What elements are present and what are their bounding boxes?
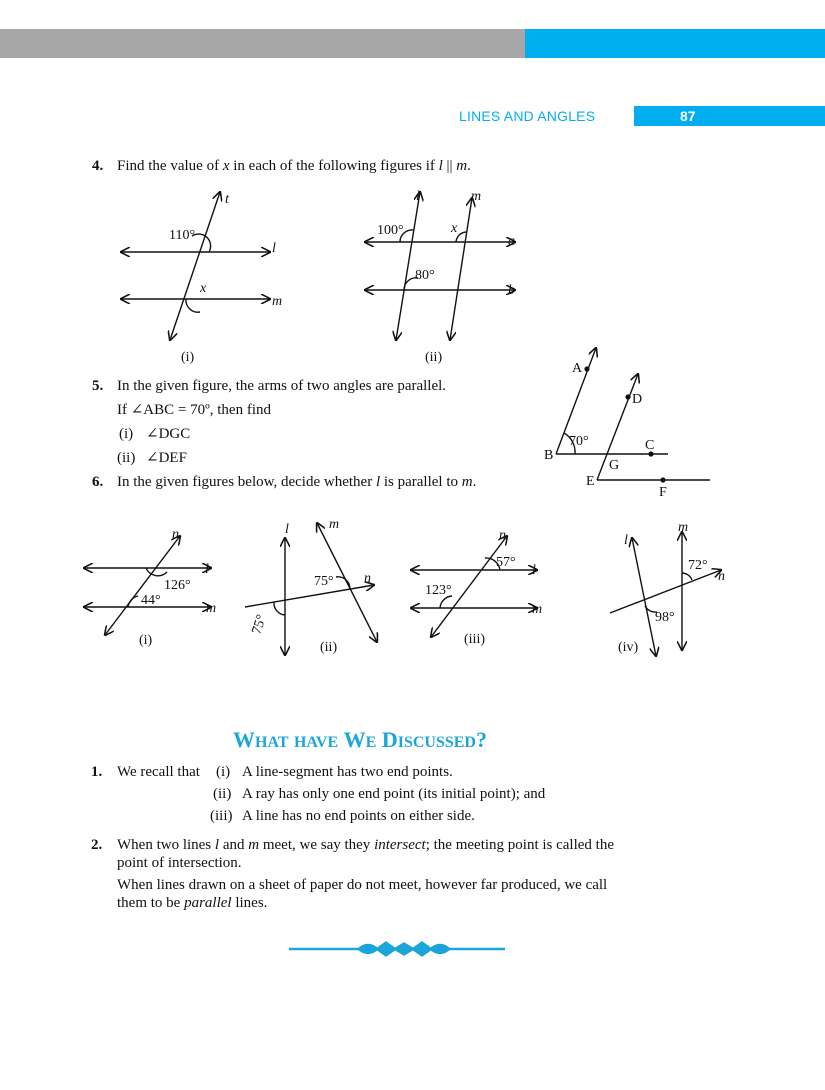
heading-w: W [233, 727, 255, 752]
q4-fig2-angle2: 80° [415, 268, 435, 283]
summary-2-p2-text-b: lines. [231, 895, 268, 911]
q4-fig1-angle: 110° [169, 228, 196, 243]
q5-label-G: G [609, 458, 620, 473]
summary-2-var-m: m [248, 837, 260, 853]
heading-d: D [381, 727, 398, 752]
chapter-title: LINES AND ANGLES [459, 108, 596, 124]
q5-label-D: D [632, 392, 643, 407]
q6-fig3-l: l [532, 563, 536, 578]
q6-fig4-l: l [624, 533, 628, 548]
q4-var-m: m [456, 158, 468, 174]
q6-fig3-m: m [532, 602, 543, 617]
q4-fig2-l: l [416, 189, 420, 204]
q6-fig3-label: (iii) [464, 632, 485, 647]
q5-label-E: E [586, 474, 595, 489]
q6-fig2-angle1: 75° [314, 574, 334, 589]
summary-2-line3: When lines drawn on a sheet of paper do not meet, however far produced, we call [117, 877, 608, 893]
summary-2-line2: point of intersection. [117, 855, 242, 871]
q6-var-m: m [461, 474, 473, 490]
q4-fig2-b: b [508, 283, 515, 298]
point-F [660, 477, 665, 482]
q6-fig1-n: n [172, 527, 179, 542]
heading-q: ? [475, 727, 487, 752]
q4-figure-ii [365, 192, 515, 340]
q6-figure-iv [610, 532, 721, 656]
q5-label-A: A [572, 361, 583, 376]
q4-fig2-angle1: 100° [377, 223, 404, 238]
summary-2-p2-text-a: them to be [117, 895, 185, 911]
summary-2-intersect: intersect [374, 837, 426, 853]
point-A [584, 366, 589, 371]
q5-number: 5. [92, 378, 104, 394]
q6-fig4-n: n [718, 569, 725, 584]
q4-var-l: l [438, 158, 443, 174]
q6-number: 6. [92, 474, 104, 490]
summary-2-text-a: When two lines [117, 837, 215, 853]
summary-1-i-num: (i) [216, 764, 231, 780]
q5-line1: In the given figure, the arms of two angles are parallel. [117, 378, 447, 394]
q6-fig3-angle2: 123° [425, 583, 452, 598]
q4-fig2-m: m [471, 189, 482, 204]
summary-1-intro: We recall that [117, 764, 200, 780]
q6-fig4-m: m [678, 520, 689, 535]
q6-fig1-l: l [205, 562, 209, 577]
q6-text-a: In the given figures below, decide whether [117, 474, 376, 490]
q6-fig2-m: m [329, 517, 340, 532]
q4-text-b: in each of the following figures if [229, 158, 439, 174]
q6-fig3-angle1: 57° [496, 555, 516, 570]
q4-var-x: x [222, 158, 230, 174]
q5-label-F: F [659, 485, 667, 500]
summary-2-text-c: meet, we say they [259, 837, 375, 853]
summary-2-text-d: ; the meeting point is called the [425, 837, 615, 853]
heading-have: HAVE [293, 734, 339, 751]
q4-fig1-t: t [225, 192, 229, 207]
q4-end: . [467, 158, 471, 174]
q6-text-b: is parallel to [380, 474, 462, 490]
q6-fig1-label: (i) [139, 633, 153, 648]
q4-fig2-x: x [451, 221, 458, 236]
q6-fig4-label: (iv) [618, 640, 639, 655]
q6-fig3-n: n [499, 528, 506, 543]
q6-fig4-angle1: 72° [688, 558, 708, 573]
q6-text [117, 470, 476, 494]
q6-fig4-angle2: 98° [655, 610, 675, 625]
q6-figure-ii [245, 523, 377, 655]
q4-fig2-a: a [508, 234, 515, 249]
q6-fig1-m: m [206, 601, 217, 616]
q5-label-B: B [544, 448, 554, 463]
q4-fig1-m: m [272, 294, 283, 309]
point-D [625, 394, 630, 399]
q5-line2: If ∠ABC = 70º, then find [117, 402, 271, 418]
q6-var-l: l [375, 474, 381, 490]
heading-we-e: E [365, 734, 377, 751]
q5-item-i-num: (i) [119, 426, 134, 442]
q4-fig1-label: (i) [181, 350, 195, 365]
q4-fig1-x: x [200, 281, 207, 296]
q6-fig1-angle1: 126° [164, 578, 191, 593]
summary-2-number: 2. [91, 837, 103, 853]
q4-figure-i [121, 192, 270, 340]
q4-parallel: || [442, 158, 457, 174]
summary-1-ii-text: A ray has only one end point (its initial point); and [242, 786, 546, 802]
heading-we-w: W [343, 727, 366, 752]
summary-1-iii-num: (iii) [210, 808, 233, 824]
summary-1-number: 1. [91, 764, 103, 780]
heading-hat: HAT [255, 734, 289, 751]
q4-fig1-l: l [272, 241, 276, 256]
ornament-divider [289, 942, 505, 956]
q6-figure-i [84, 536, 211, 635]
heading-iscussed: ISCUSSED [397, 734, 476, 751]
q4-fig2-label: (ii) [425, 350, 443, 365]
q4-text-a: Find the value of [117, 158, 223, 174]
q5-item-ii-text: ∠DEF [146, 450, 187, 466]
q5-label-C: C [645, 438, 655, 453]
section-heading [0, 727, 720, 753]
summary-2-line1 [117, 836, 614, 854]
q6-fig2-angle2: 75° [249, 612, 270, 637]
summary-2-line4 [117, 894, 267, 912]
q6-fig2-label: (ii) [320, 640, 338, 655]
summary-2-var-l: l [214, 837, 220, 853]
q5-item-ii-num: (ii) [117, 450, 136, 466]
page-number: 87 [680, 108, 696, 124]
q5-angle-70: 70° [569, 434, 589, 449]
summary-1-i-text: A line-segment has two end points. [242, 764, 453, 780]
summary-1-iii-text: A line has no end points on either side. [242, 808, 475, 824]
q6-fig2-l: l [285, 522, 289, 537]
summary-2-parallel: parallel [184, 895, 232, 911]
summary-1-ii-num: (ii) [213, 786, 232, 802]
q6-fig1-angle2: 44° [141, 593, 161, 608]
q6-fig2-n: n [364, 571, 371, 586]
q5-item-i-text: ∠DGC [146, 426, 191, 442]
summary-2-text-b: and [219, 837, 249, 853]
q6-end: . [472, 474, 477, 490]
q4-number: 4. [92, 158, 104, 174]
